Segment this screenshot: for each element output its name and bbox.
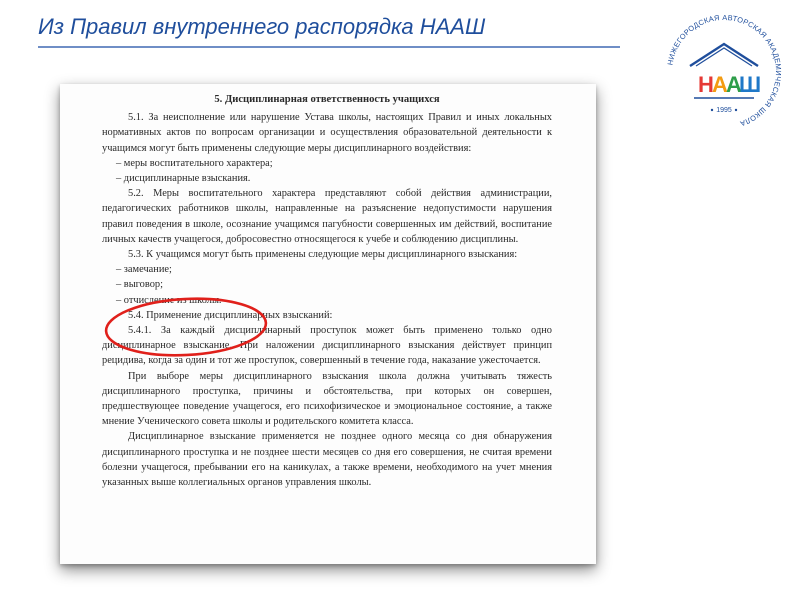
list-item: – отчисление из школы.	[116, 294, 222, 306]
logo-letter: Н	[698, 72, 714, 97]
paragraph-5-3: 5.3. К учащимся могут быть применены следующие меры дисциплинарного взыскания:	[128, 249, 518, 261]
paragraph-penalty-timing: Дисциплинарное взыскание применяется не позднее одного месяца со дня обнаружения дисциплинарного проступка и не позднее шести месяцев со дня его совершения, не считая времени болезни учащегося, пребывании его на каникулах, а также времени, необходимого на учет мнения указанных выше коллегиальных органов управления школы.	[102, 431, 552, 489]
document-heading: 5. Дисциплинарная ответственность учащихся	[214, 94, 440, 105]
logo-ring-text: НИЖЕГОРОДСКАЯ АВТОРСКАЯ АКАДЕМИЧЕСКАЯ ШКОЛА	[665, 12, 784, 129]
paragraph-5-4-1: 5.4.1. За каждый дисциплинарный проступок может быть применено только одно дисциплинарное взыскание. При наложении дисциплинарного взыскания действует принцип рецидива, когда за один и тот же проступок, совершенный в течение года, наказание ужесточается.	[102, 325, 552, 367]
paragraph-5-2: 5.2. Меры воспитательного характера представляют собой действия администрации, педагогических работников школы, направленные на разъяснение недопустимости нарушения правил поведения в школе, осознание учащимся пагубности совершенных им действий, воспитание личных качеств учащегося, добросовестно относящегося к учебе и соблюдению дисциплины.	[102, 188, 552, 245]
title-divider	[38, 46, 620, 48]
logo-letter: А	[712, 72, 728, 97]
slide-title: Из Правил внутреннего распорядка НААШ	[38, 14, 486, 39]
paragraph-penalty-choice: При выборе меры дисциплинарного взыскания школа должна учитывать тяжесть дисциплинарного проступка, причины и обстоятельства, при которых он совершен, предшествующее поведение учащегося, его психофизическое и эмоциональное состояние, а также мнение Ученического совета школы и родительского комитета класса.	[102, 370, 552, 428]
paragraph-5-4: 5.4. Применение дисциплинарных взысканий:	[128, 309, 333, 321]
paragraph-5-1: 5.1. За неисполнение или нарушение Устава школы, настоящих Правил и иных локальных нормативных актов по вопросам организации и осуществления образовательной деятельности к учащимся могут быть применены следующие меры дисциплинарного воздействия:	[102, 112, 552, 154]
logo-letter: А	[726, 72, 742, 97]
logo-year: 1995	[716, 107, 732, 114]
list-item: – выговор;	[116, 279, 163, 291]
list-item: – замечание;	[116, 264, 172, 276]
school-logo	[660, 8, 788, 136]
logo-letter: Ш	[739, 72, 762, 97]
school-logo-emblem	[660, 8, 788, 136]
scanned-document	[60, 84, 596, 564]
list-item: – дисциплинарные взыскания.	[116, 173, 251, 185]
list-item: – меры воспитательного характера;	[116, 157, 273, 169]
